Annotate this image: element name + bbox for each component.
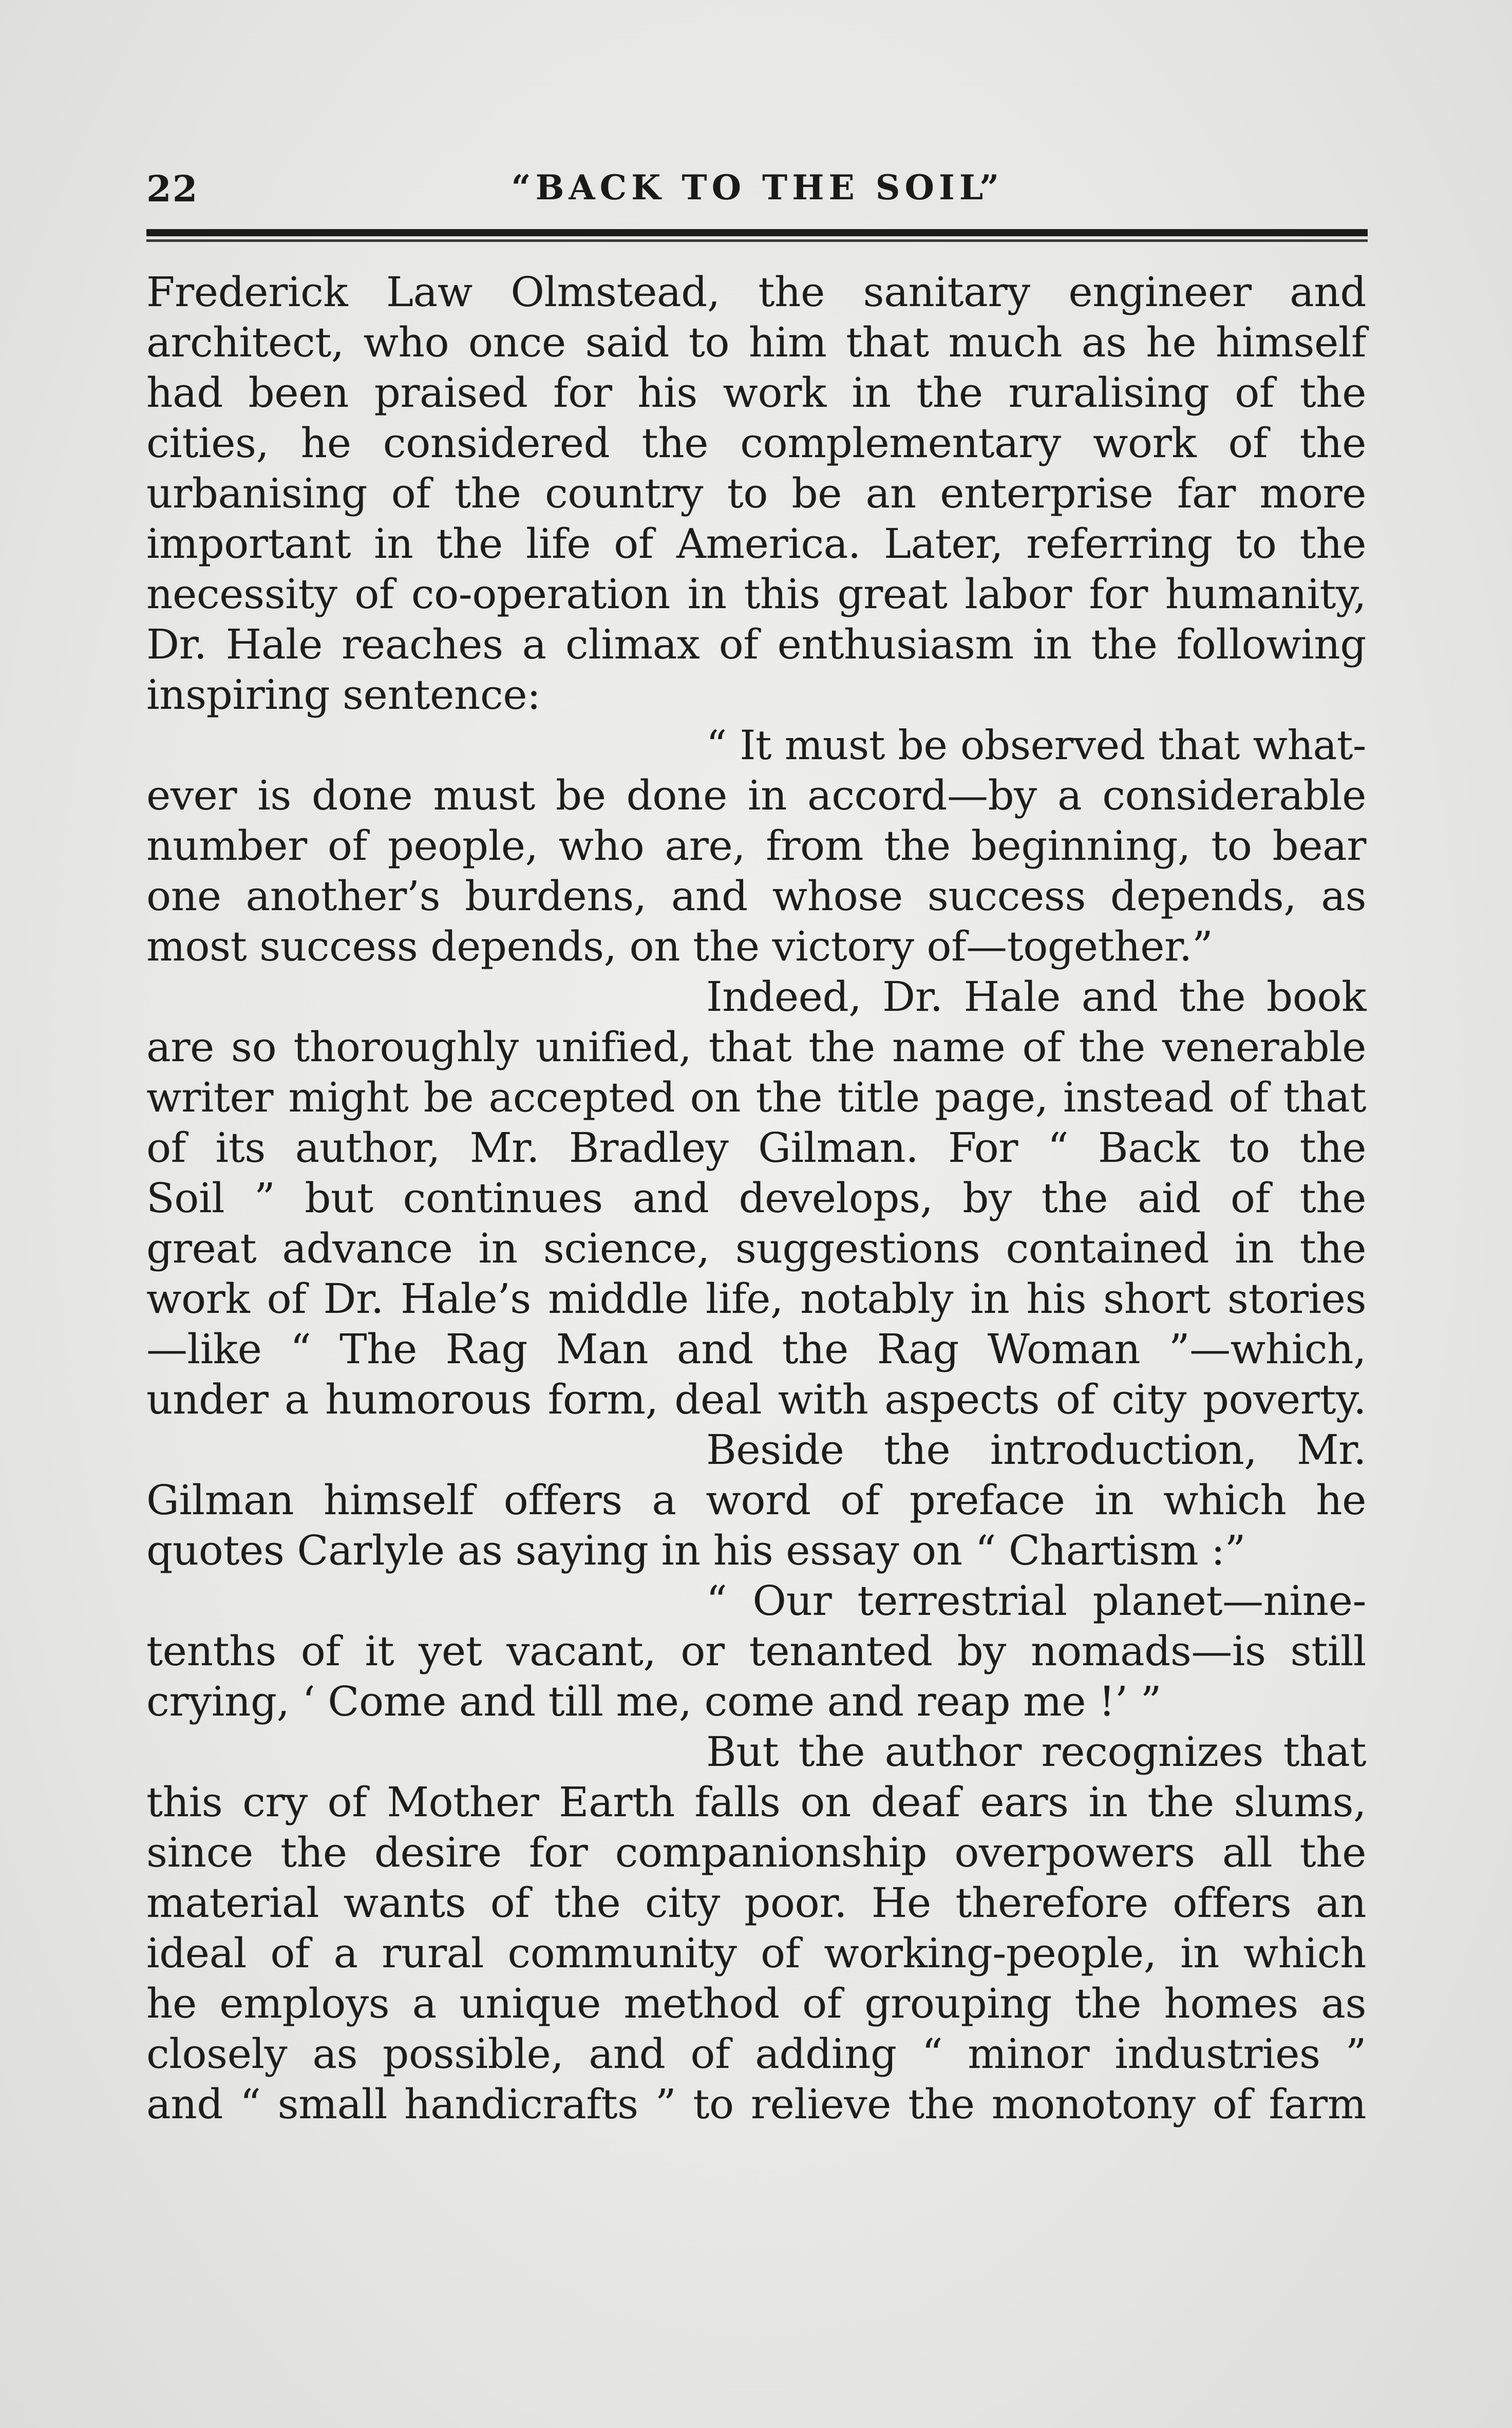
text-line: writer might be accepted on the title page, instead of that xyxy=(146,1074,1366,1121)
text-line: are so thoroughly unified, that the name of the venerable xyxy=(146,1023,1366,1071)
text-line: tenths of it yet vacant, or tenanted by nomads—is still xyxy=(146,1627,1366,1675)
text-line: Dr. Hale reaches a climax of enthusiasm in the following xyxy=(146,620,1366,668)
header-rule-thick xyxy=(146,229,1368,236)
text-line: architect, who once said to him that much as he himself xyxy=(146,318,1366,366)
body-text xyxy=(146,267,1366,2130)
text-line: number of people, who are, from the beginning, to bear xyxy=(146,822,1366,870)
text-line: he employs a unique method of grouping the homes as xyxy=(146,1980,1366,2027)
text-line: had been praised for his work in the ruralising of the xyxy=(146,369,1366,417)
header-rule-thin xyxy=(146,239,1368,242)
page-number: 22 xyxy=(146,167,199,210)
text-line: quotes Carlyle as saying in his essay on “ Chartism :” xyxy=(146,1527,1245,1574)
text-line: Frederick Law Olmstead, the sanitary engineer and xyxy=(146,268,1366,316)
text-line: Beside the introduction, Mr. xyxy=(706,1426,1366,1474)
text-line: under a humorous form, deal with aspects of city poverty. xyxy=(146,1376,1366,1423)
text-line: urbanising of the country to be an enterprise far more xyxy=(146,469,1366,517)
text-line: Indeed, Dr. Hale and the book xyxy=(706,973,1366,1021)
text-line: ideal of a rural community of working-people, in which xyxy=(146,1929,1366,1977)
text-line: crying, ‘ Come and till me, come and reap me !’ ” xyxy=(146,1678,1161,1725)
text-line: necessity of co-operation in this great labor for humanity, xyxy=(146,570,1366,618)
text-line: But the author recognizes that xyxy=(706,1728,1366,1776)
text-line: inspiring sentence: xyxy=(146,671,541,719)
text-line: one another’s burdens, and whose success depends, as xyxy=(146,872,1366,920)
text-line: ever is done must be done in accord—by a considerable xyxy=(146,771,1366,819)
text-line: “ It must be observed that what- xyxy=(706,722,1366,769)
text-line: Gilman himself offers a word of preface in which he xyxy=(146,1476,1366,1524)
text-line: most success depends, on the victory of—together.” xyxy=(146,923,1213,970)
text-line: and “ small handicrafts ” to relieve the monotony of farm xyxy=(146,2080,1366,2128)
text-line: since the desire for companionship overpowers all the xyxy=(146,1829,1366,1876)
text-line: closely as possible, and of adding “ minor industries ” xyxy=(146,2030,1366,2078)
text-line: great advance in science, suggestions contained in the xyxy=(146,1225,1366,1272)
text-line: Soil ” but continues and develops, by the aid of the xyxy=(146,1174,1366,1222)
text-line: important in the life of America. Later, referring to the xyxy=(146,520,1366,568)
running-title: “BACK TO THE SOIL” xyxy=(511,167,1004,208)
text-line: of its author, Mr. Bradley Gilman. For “ Back to the xyxy=(146,1124,1366,1172)
text-line: —like “ The Rag Man and the Rag Woman ”—which, xyxy=(146,1325,1366,1373)
text-line: cities, he considered the complementary work of the xyxy=(146,419,1366,467)
running-head xyxy=(146,163,1369,220)
text-line: this cry of Mother Earth falls on deaf ears in the slums, xyxy=(146,1778,1366,1826)
text-line: material wants of the city poor. He therefore offers an xyxy=(146,1879,1366,1927)
text-line: “ Our terrestrial planet—nine- xyxy=(706,1577,1366,1625)
text-line: work of Dr. Hale’s middle life, notably in his short stories xyxy=(146,1275,1366,1323)
